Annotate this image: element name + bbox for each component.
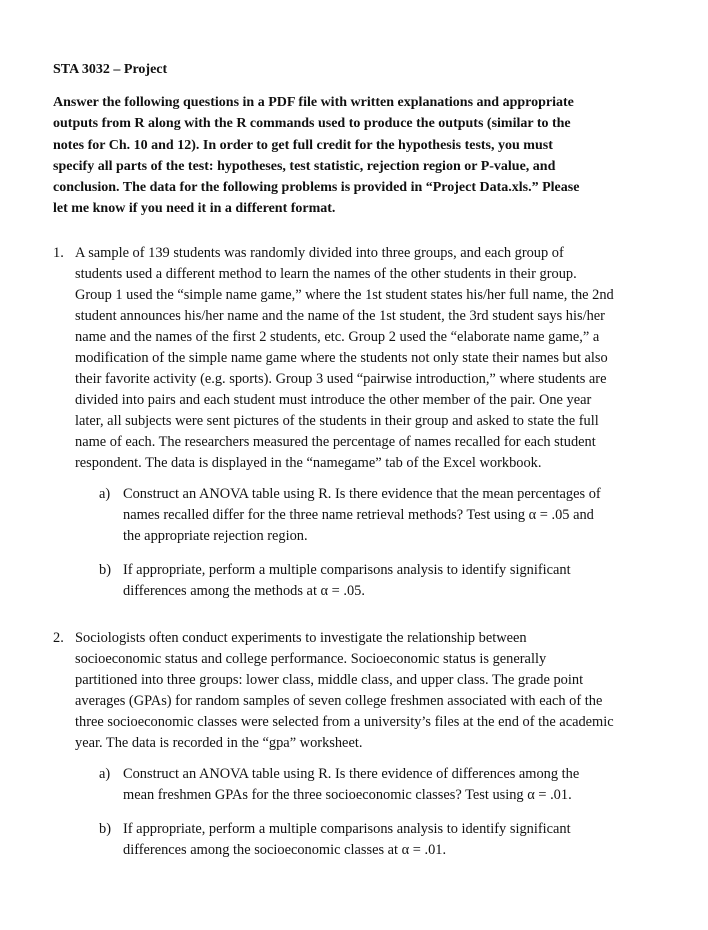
question-number: 2. (53, 630, 64, 646)
question-text: Sociologists often conduct experiments to investigate the relationship between socioeconomic status and college performance. Socioeconomic status is generally partitioned into three groups: lower class, middle class, and upper class. The grade point averages (GPAs) for random samples of seven college freshmen associated with each of the three socioeconomic classes were selected from a university’s files at the end of the academic year. The data is recorded in the “gpa” worksheet. (75, 630, 614, 751)
part-letter: a) (99, 486, 111, 502)
part-text: If appropriate, perform a multiple comparisons analysis to identify significant differences among the methods at α = .05. (123, 562, 571, 599)
part-text: Construct an ANOVA table using R. Is there evidence of differences among the mean freshmen GPAs for the three socioeconomic classes? Test using α = .01. (123, 766, 580, 803)
part-letter: b) (99, 821, 111, 837)
part-text: If appropriate, perform a multiple comparisons analysis to identify significant differences among the socioeconomic classes at α = .01. (123, 821, 571, 858)
question-text: A sample of 139 students was randomly divided into three groups, and each group of students used a different method to learn the names of the other students in their group. Group 1 used the “simple name game,” where the 1st student states his/her full name, the 2nd student announces his/her name and the name of the 1st student, the 3rd student says his/her name and the names of the first 2 students, etc. Group 2 used the “elaborate name game,” a modification of the simple name game where the students not only state their names but also their favorite activity (e.g. sports). Group 3 used “pairwise introduction,” where students are divided into pairs and each student must introduce the other member of the pair. One year later, all subjects were sent pictures of the students in their group and asked to state the full name of each. The researchers measured the percentage of names recalled for each student respondent. The data is displayed in the “namegame” tab of the Excel workbook. (75, 245, 614, 471)
instructions-paragraph: Answer the following questions in a PDF file with written explanations and appropriate outputs from R along with the R commands used to produce the outputs (similar to the notes for Ch. 10 and 12). In order to get full credit for the hypothesis tests, you must specify all parts of the test: hypotheses, test statistic, rejection region or P-value, and conclusion. The data for the following problems is provided in “Project Data.xls.” Please let me know if you need it in a different format. (53, 95, 580, 217)
question-number: 1. (53, 245, 64, 261)
part-letter: a) (99, 766, 111, 782)
page-title: STA 3032 – Project (53, 62, 168, 77)
part-text: Construct an ANOVA table using R. Is there evidence that the mean percentages of names recalled differ for the three name retrieval methods? Test using α = .05 and the appropriate rejection region. (123, 486, 601, 544)
part-letter: b) (99, 562, 111, 578)
